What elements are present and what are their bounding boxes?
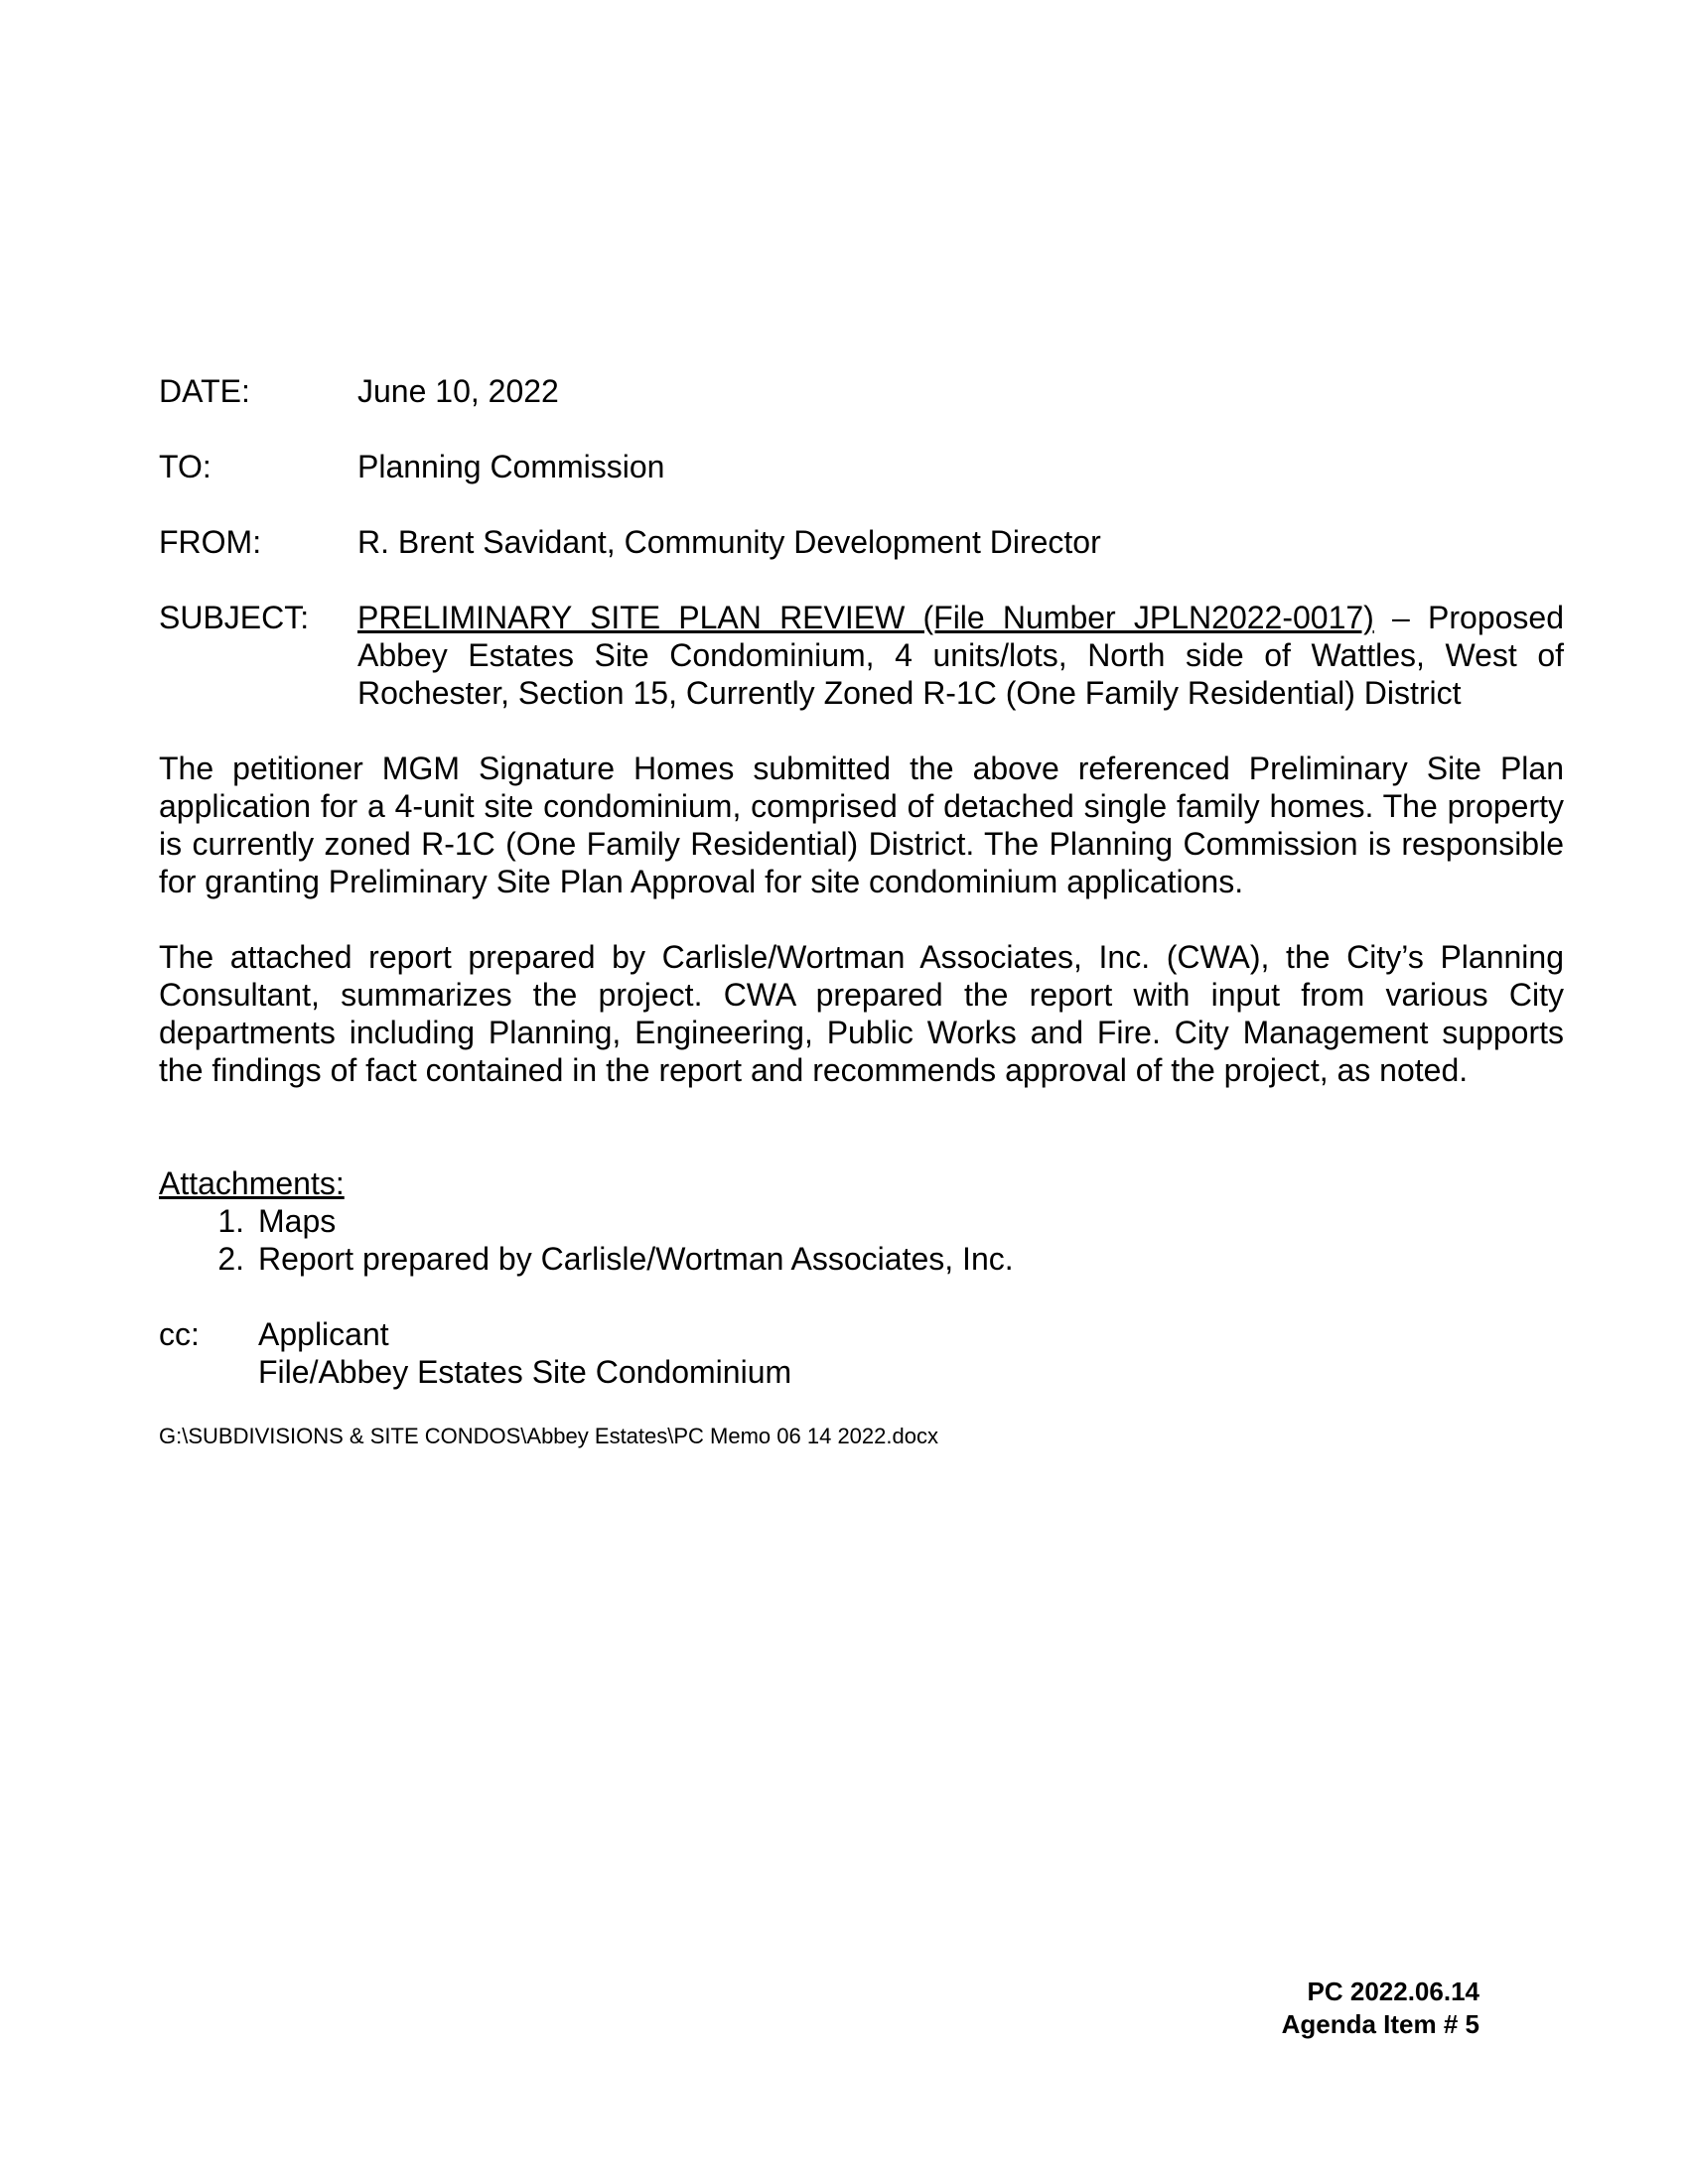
agenda-item-number: Agenda Item # 5 (1281, 2009, 1479, 2039)
attachments-list (159, 1202, 1564, 1278)
body-paragraph-2: The attached report prepared by Carlisle/Wortman Associates, Inc. (CWA), the City’s Planning Consultant, summarizes the project. CWA prepared the report with input from various City departments including Planning, Engineering, Public Works and Fire. City Management supports the findings of fact contained in the report and recommends approval of the project, as noted. (159, 939, 1564, 1088)
list-item-number: 2. (217, 1241, 244, 1277)
attachments-title: Attachments: (159, 1165, 345, 1201)
meeting-reference: PC 2022.06.14 (1307, 1977, 1479, 2006)
date-value: June 10, 2022 (357, 373, 559, 409)
to-row (159, 448, 1564, 485)
from-label: FROM: (159, 524, 262, 560)
file-path: G:\SUBDIVISIONS & SITE CONDOS\Abbey Estates\PC Memo 06 14 2022.docx (159, 1424, 938, 1448)
subject-value (357, 599, 1564, 712)
to-label: TO: (159, 449, 211, 484)
body-paragraph-1: The petitioner MGM Signature Homes submitted the above referenced Preliminary Site Plan application for a 4-unit site condominium, comprised of detached single family homes. The property is currently zoned R-1C (One Family Residential) District. The Planning Commission is responsible for granting Preliminary Site Plan Approval for site condominium applications. (159, 751, 1564, 899)
to-value: Planning Commission (357, 449, 665, 484)
list-item-text: Report prepared by Carlisle/Wortman Associates, Inc. (258, 1241, 1014, 1277)
subject-title: PRELIMINARY SITE PLAN REVIEW (File Number JPLN2022-0017) (357, 600, 1374, 635)
list-item-text: Maps (258, 1203, 337, 1239)
cc-label: cc: (159, 1316, 200, 1352)
date-label: DATE: (159, 373, 250, 409)
subject-row (159, 599, 1564, 712)
cc-recipient: File/Abbey Estates Site Condominium (258, 1354, 792, 1390)
cc-recipients (258, 1315, 791, 1391)
list-item (159, 1240, 1564, 1278)
from-row (159, 523, 1564, 561)
subject-description: – Proposed Abbey Estates Site Condominium, 4 units/lots, North side of Wattles, West of Rochester, Section 15, Currently Zoned R-1C (One Family Residential) District (357, 600, 1565, 711)
from-value: R. Brent Savidant, Community Development Director (357, 524, 1101, 560)
list-item (159, 1202, 1564, 1240)
subject-label: SUBJECT: (159, 600, 310, 635)
memo-document (159, 372, 1564, 1450)
cc-section (159, 1315, 1564, 1391)
agenda-footer (1282, 1976, 1479, 2041)
date-row (159, 372, 1564, 410)
attachments-section (159, 1164, 1564, 1278)
cc-recipient: Applicant (258, 1316, 389, 1352)
list-item-number: 1. (217, 1203, 244, 1239)
